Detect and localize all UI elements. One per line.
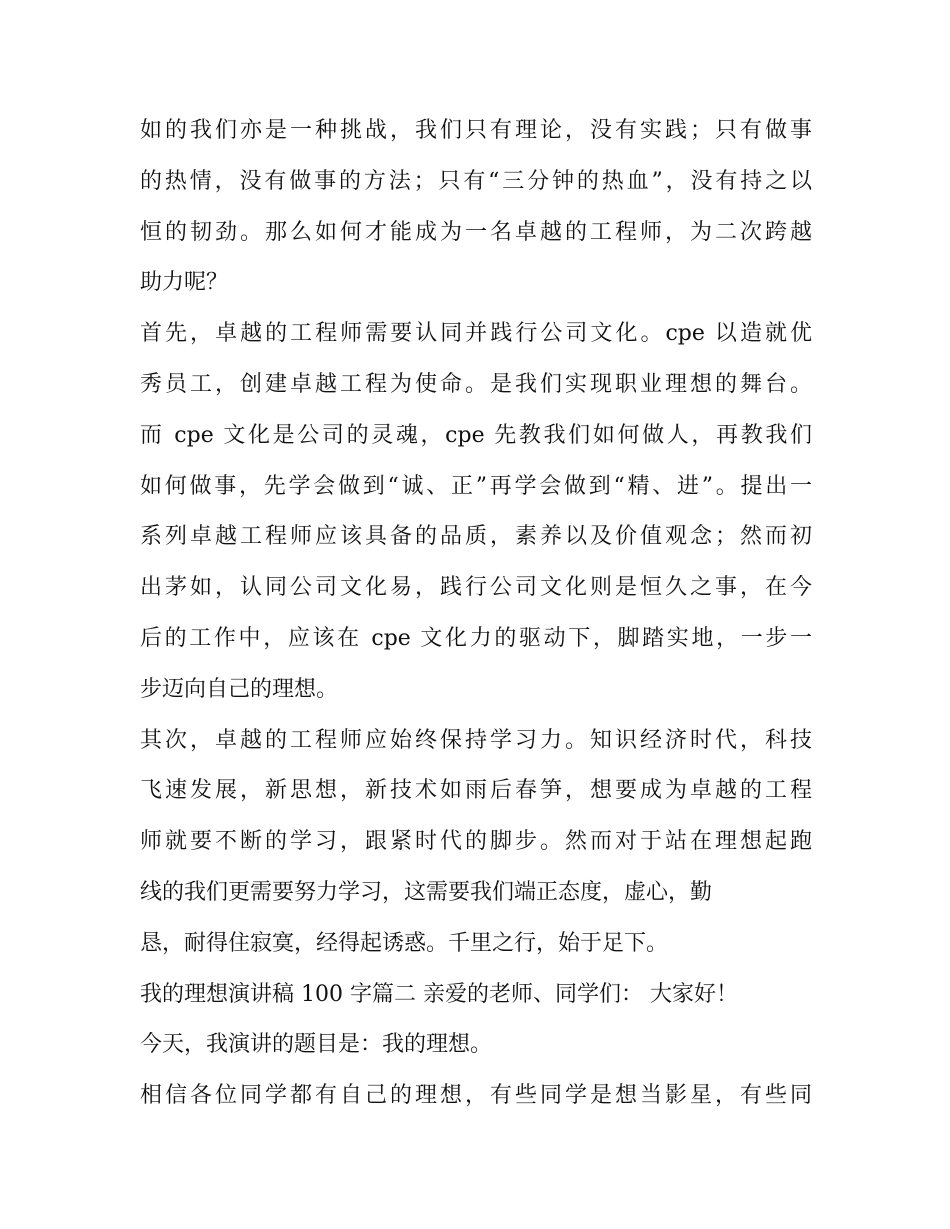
text-line: 其次，卓越的工程师应始终保持学习力。知识经济时代，科技	[140, 727, 812, 753]
text-line: 如的我们亦是一种挑战，我们只有理论，没有实践；只有做事	[140, 118, 812, 143]
text-line: 出茅如，认同公司文化易，践行公司文化则是恒久之事，在今	[140, 575, 812, 601]
text-line: 系列卓越工程师应该具备的品质，素养以及价值观念；然而初	[140, 524, 812, 550]
text-line: 今天，我演讲的题目是：我的理想。	[140, 1032, 493, 1058]
text-line: 我的理想演讲稿 100 字篇二 亲爱的老师、同学们： 大家好！	[140, 981, 738, 1007]
document-body	[140, 106, 812, 1122]
text-line: 秀员工，创建卓越工程为使命。是我们实现职业理想的舞台。	[140, 371, 812, 397]
text-line: 如何做事，先学会做到“诚、正”再学会做到“精、进”。提出一	[140, 473, 812, 499]
text-line: 恒的韧劲。那么如何才能成为一名卓越的工程师，为二次跨越	[140, 219, 812, 245]
text-line: 后的工作中，应该在 cpe 文化力的驱动下，脚踏实地，一步一	[140, 625, 812, 651]
text-line: 相信各位同学都有自己的理想，有些同学是想当影星，有些同	[140, 1083, 812, 1109]
text-line: 恳，耐得住寂寞，经得起诱惑。千里之行，始于足下。	[140, 930, 669, 956]
text-line: 线的我们更需要努力学习，这需要我们端正态度，虚心，勤	[140, 879, 713, 905]
text-line: 步迈向自己的理想。	[140, 676, 339, 702]
text-line: 助力呢？	[140, 270, 229, 296]
text-line: 的热情，没有做事的方法；只有“三分钟的热血”，没有持之以	[140, 168, 812, 194]
text-line: 飞速发展，新思想，新技术如雨后春笋，想要成为卓越的工程	[140, 778, 812, 804]
text-line: 首先，卓越的工程师需要认同并践行公司文化。cpe 以造就优	[140, 321, 812, 347]
text-line: 师就要不断的学习，跟紧时代的脚步。然而对于站在理想起跑	[140, 829, 812, 855]
text-line: 而 cpe 文化是公司的灵魂，cpe 先教我们如何做人，再教我们	[140, 422, 812, 448]
